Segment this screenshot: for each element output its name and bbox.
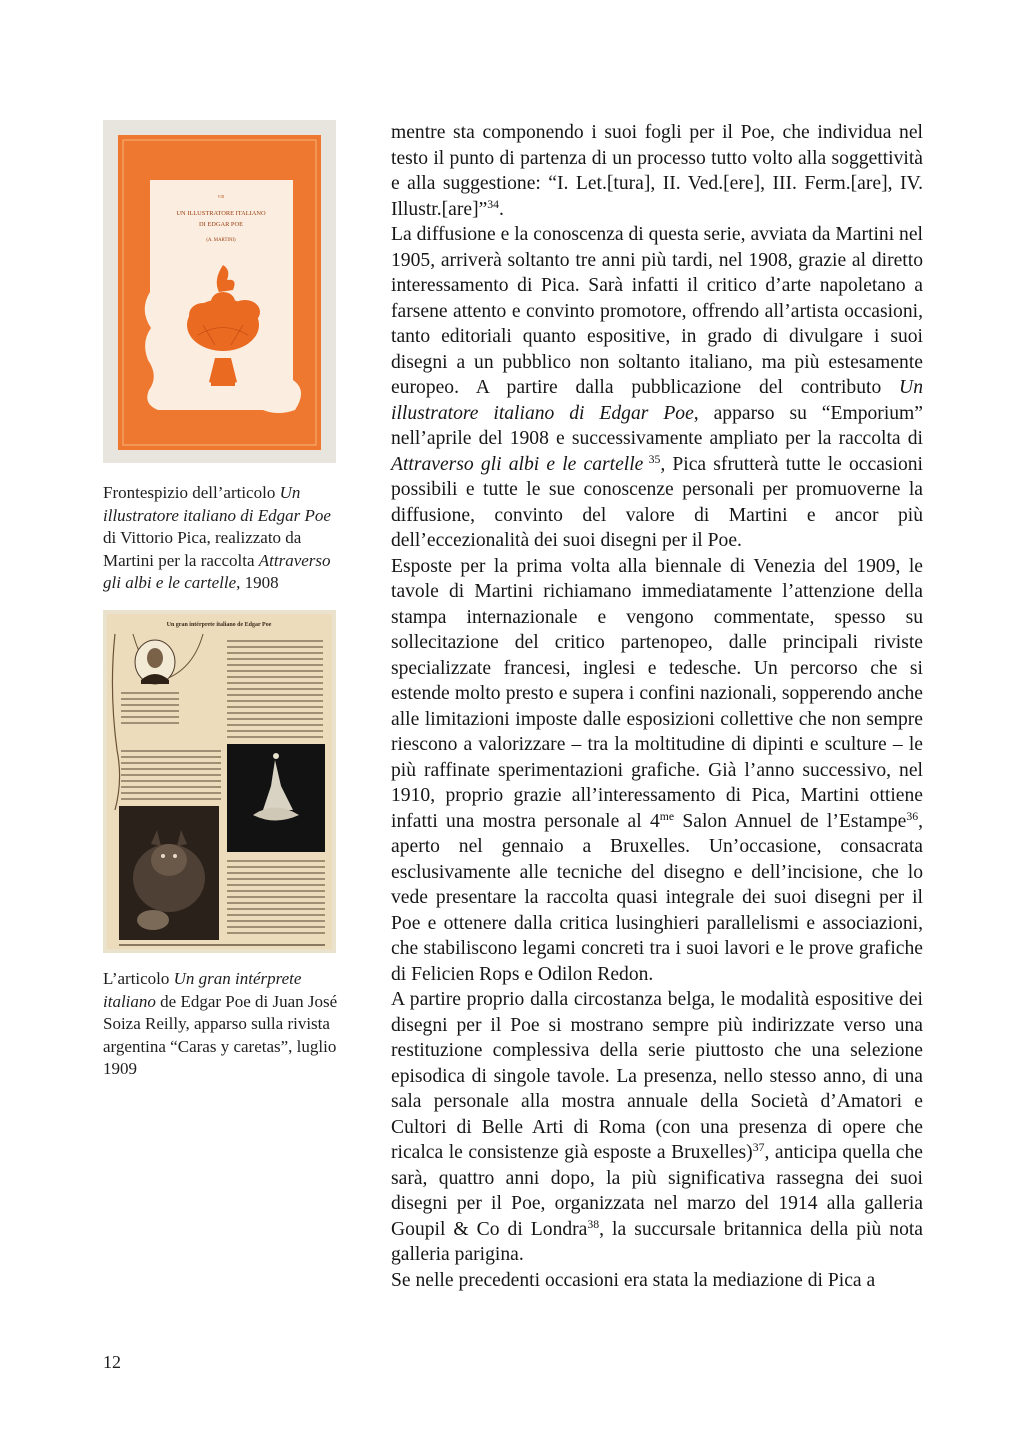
italic-text: Attraverso gli albi e le cartelle — [103, 550, 331, 593]
body-paragraph — [391, 1268, 923, 1294]
italic-text: Attraverso gli albi e le cartelle — [391, 453, 644, 475]
body-paragraph — [391, 120, 923, 222]
footnote-ref: 34 — [487, 197, 500, 211]
text-run: La diffusione e la conoscenza di questa serie, avviata da Martini nel 1905, arriverà soltanto tre anni più tardi, nel 1908, grazie al diretto interessamento di Pica. Sarà infatti il critico d’arte napoletano a farsene attento e convinto promotore, offrendo all’artista occasioni, tanto editoriali quanto espositive, in grado di divulgare i suoi disegni a un pubblico non soltanto italiano, ma più estesamente europeo. A partire dalla pubblicazione del contributo — [391, 224, 923, 398]
body-paragraph — [391, 222, 923, 554]
newspaper-clipping-image — [103, 610, 336, 953]
text-run: , anticipa quella che sarà, quattro anni dopo, la più significativa rassegna dei suoi disegni per il Poe, organizzata nel marzo del 1914 alla galleria Goupil & Co di Londra — [391, 1142, 923, 1240]
text-run: . — [499, 198, 504, 220]
clipping-headline: Un gran intérprete italiano de Edgar Poe — [166, 622, 272, 628]
italic-text: Un gran intérprete italiano — [103, 969, 302, 1011]
frontispiece-title-line: DI EDGAR POE — [198, 221, 244, 228]
figure-caption — [103, 968, 343, 1081]
text-run: , aperto nel gennaio a Bruxelles. Un’occasione, consacrata esclusivamente alle tecniche del disegno e dell’incisione, che lo vede presentare la raccolta quasi integrale dei suoi disegni per il Poe e ottenere dalla critica lusinghieri parallelismi e associazioni, che stabiliscono legami concreti tra i suoi lavori e le prove grafiche di Felicien Rops e Odilon Redon. — [391, 810, 923, 985]
text-run: Salon Annuel de l’Estampe — [674, 810, 907, 832]
frontispiece-author-line: (A. MARTINI) — [206, 238, 236, 243]
text-run: Se nelle precedenti occasioni era stata la mediazione di Pica a — [391, 1269, 876, 1291]
page-number: 12 — [103, 1352, 121, 1372]
main-text-column — [391, 120, 923, 1293]
body-paragraph — [391, 987, 923, 1268]
text-run: , 1908 — [236, 573, 279, 593]
footnote-ref: 35 — [643, 452, 661, 466]
text-run: Esposte per la prima volta alla biennale di Venezia del 1909, le tavole di Martini richiamano immediatamente l’attenzione della stampa internazionale e vengono commentate, spesso su sollecitazione del critico partenopeo, dalle principali riviste specializzate francesi, inglesi e tedesche. Un percorso che si estende molto presto e supera i confini nazionali, sopperendo anche alle limitazioni imposte dalle esposizioni collettive che non sempre riescono a valorizzare – tra la moltitudine di dipinti e sculture – le più raffinate sperimentazioni grafiche. Già l’anno successivo, nel 1910, proprio grazie all’interessamento di Pica, Martini ottiene infatti una mostra personale al 4 — [391, 555, 923, 832]
figure-caption — [103, 482, 343, 595]
text-run: L’articolo — [103, 969, 174, 988]
footnote-ref: 36 — [906, 809, 919, 823]
italic-text: , — [660, 453, 666, 475]
frontispiece-title-line: UN ILLUSTRATORE ITALIANO — [176, 210, 266, 217]
text-run: , la succursale britannica della più nota galleria parigina. — [391, 1218, 924, 1265]
text-run: Frontespizio dell’articolo — [103, 483, 280, 502]
text-run: di Vittorio Pica, realizzato da Martini per la raccolta — [103, 528, 302, 570]
text-run: Pica sfrutterà tutte le occasioni possibili e tutte le sue conoscenze personali per promuoverne la diffusione, convinto del valore di Martini e ancor più dell’eccezionalità dei suoi disegni per il Poe. — [391, 453, 924, 551]
body-paragraph — [391, 554, 923, 988]
italic-text: Un illustratore italiano di Edgar Poe — [103, 483, 331, 525]
svg-text:VIII: VIII — [217, 194, 225, 199]
footnote-ref: 38 — [587, 1217, 600, 1231]
text-run: de Edgar Poe di Juan José Soiza Reilly, apparso sulla rivista argentina “Caras y caretas”, luglio 1909 — [103, 991, 338, 1079]
footnote-ref: me — [659, 809, 675, 823]
frontispiece-image — [103, 120, 336, 463]
text-run: , apparso su “Emporium” nell’aprile del 1908 e successivamente ampliato per la raccolta di — [391, 402, 923, 449]
text-run: mentre sta componendo i suoi fogli per il Poe, che individua nel testo il punto di partenza di un processo tutto volto alla soggettività e alla suggestione: “I. Let.[tura], II. Ved.[ere], III. Ferm.[are], IV. Illustr.[are]” — [391, 122, 923, 220]
italic-text: Un illustratore italiano di Edgar Poe — [391, 377, 923, 424]
text-run: A partire proprio dalla circostanza belga, le modalità espositive dei disegni per il Poe si mostrano sempre più indirizzate verso una restituzione complessiva della serie piuttosto che una selezione episodica di singole tavole. La presenza, nello stesso anno, di una sala personale alla mostra annuale della Società d’Amatori e Cultori di Belle Arti di Roma (con una presenza di opere che ricalca le consistenze già esposte a Bruxelles) — [391, 989, 923, 1163]
footnote-ref: 37 — [752, 1140, 765, 1154]
